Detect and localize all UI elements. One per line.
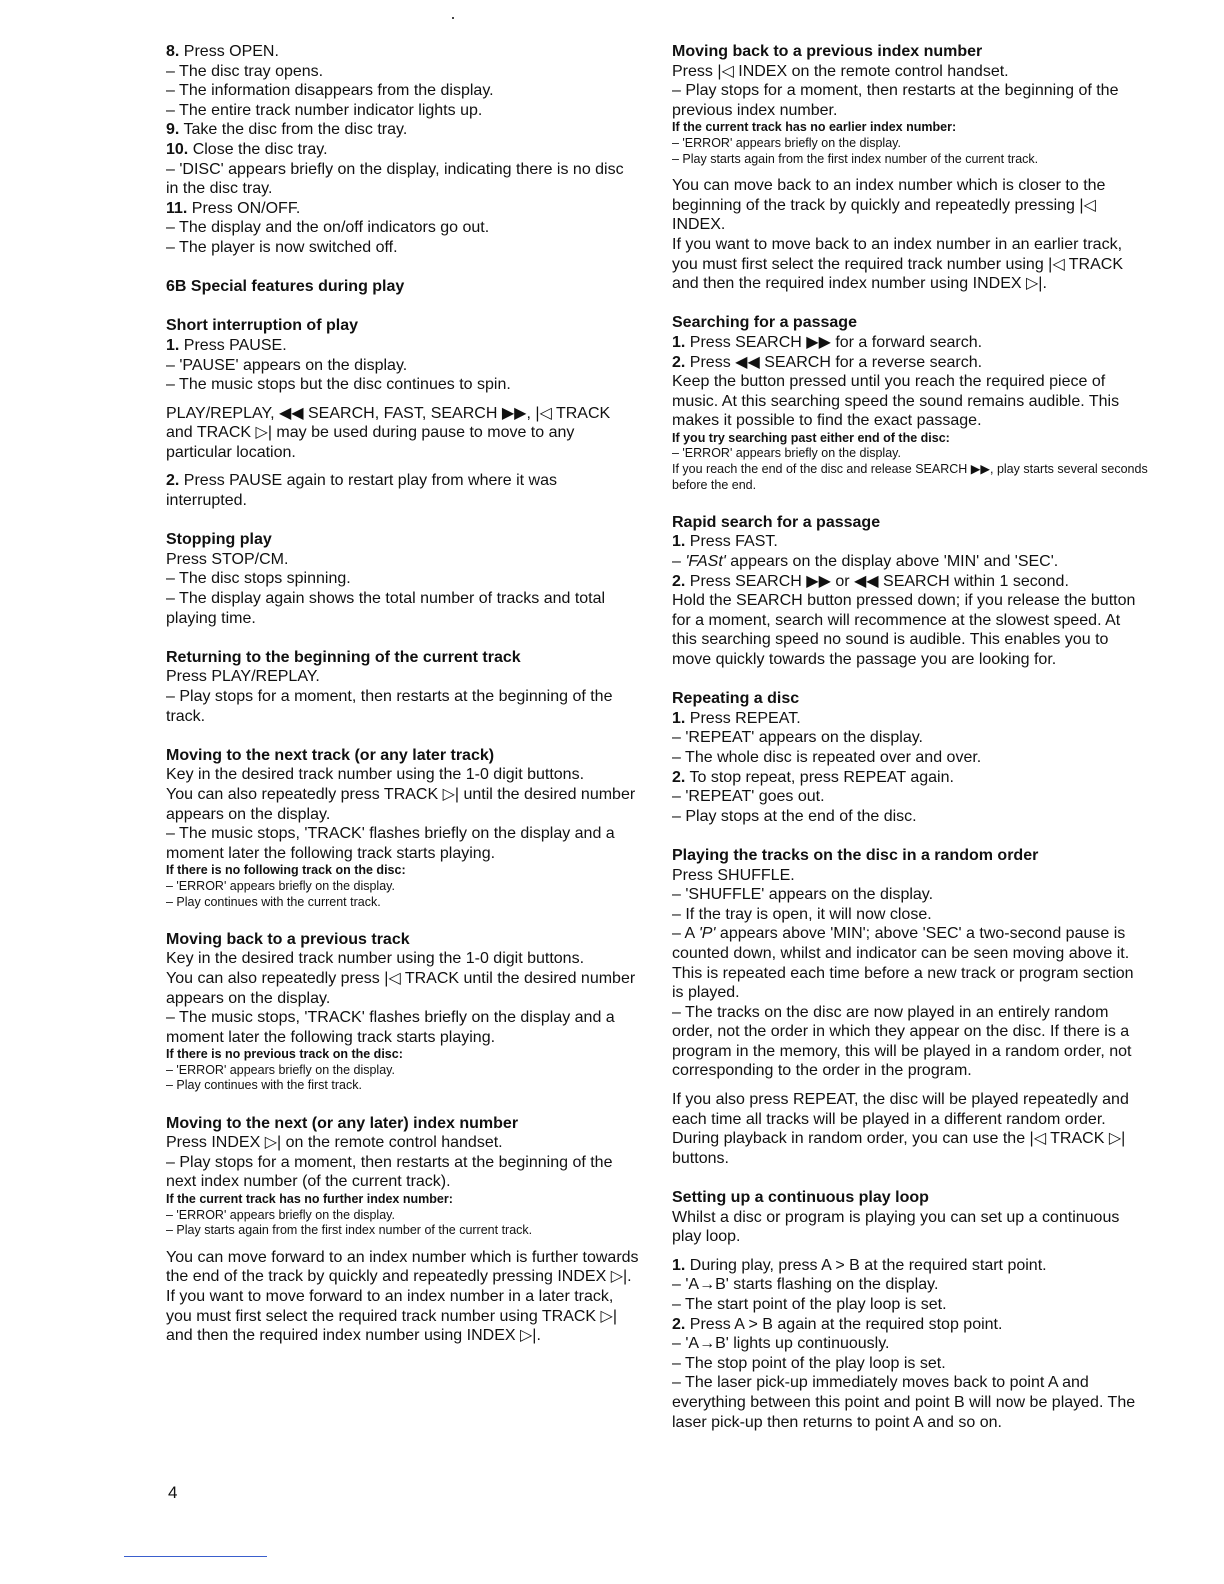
text: Key in the desired track number using the 1-0 digit buttons. bbox=[166, 766, 585, 784]
step-number: 11. bbox=[166, 199, 188, 217]
text: – The display and the on/off indicators go out. bbox=[166, 219, 490, 237]
text: Press SEARCH ▶▶ for a forward search. bbox=[685, 333, 983, 351]
text: Rapid search for a passage bbox=[672, 513, 881, 531]
text: Whilst a disc or program is playing you can set up a continuous play loop. bbox=[672, 1208, 1120, 1246]
text: – The disc tray opens. bbox=[166, 62, 324, 80]
text: – 'PAUSE' appears on the display. bbox=[166, 356, 408, 374]
text: If you also press REPEAT, the disc will be played repeatedly and each time all tracks will be played in a different random order. During playback in random order, you can use the |◁ TRACK ▷| buttons. bbox=[672, 1091, 1129, 1167]
text: Stopping play bbox=[166, 531, 272, 549]
text: – The information disappears from the display. bbox=[166, 82, 494, 100]
note-text bbox=[672, 152, 1148, 168]
step-number: 2. bbox=[166, 472, 180, 490]
bottom-rule bbox=[124, 1556, 267, 1557]
text: – The disc stops spinning. bbox=[166, 570, 351, 588]
section-heading bbox=[672, 1188, 1148, 1208]
text: If the current track has no further index number: bbox=[166, 1192, 453, 1207]
text: – The music stops, 'TRACK' flashes briefly on the display and a moment later the following track starts playing. bbox=[166, 825, 615, 862]
step-number: 2. bbox=[672, 1315, 686, 1333]
text: – The music stops, 'TRACK' flashes briefly on the display and a moment later the following track starts playing. bbox=[166, 1009, 615, 1046]
spacer bbox=[672, 167, 1148, 176]
text: If you reach the end of the disc and release SEARCH ▶▶, play starts several seconds before the end. bbox=[672, 462, 1148, 492]
body-text bbox=[672, 353, 1148, 373]
body-text bbox=[672, 1256, 1148, 1276]
display-indicator: 'P' bbox=[698, 925, 716, 943]
note-text bbox=[166, 1208, 640, 1224]
body-text bbox=[672, 572, 1148, 592]
right-column bbox=[672, 42, 1148, 1432]
text: – The start point of the play loop is set. bbox=[672, 1296, 947, 1313]
text-prefix: – A bbox=[672, 925, 699, 943]
note-heading bbox=[166, 863, 640, 879]
body-text bbox=[166, 81, 640, 101]
text: – Play stops for a moment, then restarts at the beginning of the next index number (of the current track). bbox=[166, 1153, 613, 1191]
spacer bbox=[672, 1168, 1148, 1188]
section-heading bbox=[166, 1114, 640, 1134]
body-text bbox=[672, 372, 1148, 431]
step-number: 2. bbox=[672, 353, 686, 371]
spacer bbox=[166, 726, 640, 746]
text: PLAY/REPLAY, ◀◀ SEARCH, FAST, SEARCH ▶▶, |◁ TRACK and TRACK ▷| may be used during pause to move to any particular location. bbox=[166, 404, 611, 461]
text: Press FAST. bbox=[685, 533, 778, 551]
note-text bbox=[166, 1078, 640, 1094]
step-number: 9. bbox=[166, 121, 180, 139]
body-text bbox=[166, 404, 640, 463]
text: – 'ERROR' appears briefly on the display. bbox=[166, 1062, 395, 1077]
body-text bbox=[672, 924, 1148, 1002]
text: Press A > B again at the required stop point. bbox=[685, 1315, 1003, 1333]
text: Key in the desired track number using the 1-0 digit buttons. bbox=[166, 950, 585, 968]
text: Press ◀◀ SEARCH for a reverse search. bbox=[685, 353, 983, 371]
body-text bbox=[672, 787, 1148, 807]
text: Press ON/OFF. bbox=[187, 199, 301, 217]
section-heading bbox=[166, 930, 640, 950]
body-text bbox=[672, 905, 1148, 925]
spacer bbox=[672, 1081, 1148, 1090]
body-text bbox=[672, 1003, 1148, 1081]
body-text bbox=[166, 375, 640, 395]
body-text bbox=[672, 807, 1148, 827]
body-text bbox=[166, 62, 640, 82]
spacer bbox=[166, 1239, 640, 1248]
step-number: 2. bbox=[672, 572, 686, 590]
text: – The display again shows the total number of tracks and total playing time. bbox=[166, 590, 606, 627]
text: appears above 'MIN'; above 'SEC' a two-second pause is counted down, whilst and indicator can be seen moving above it. This is repeated each time before a new track or program section is played. bbox=[672, 925, 1134, 1002]
text: – The tracks on the disc are now played in an entirely random order, not the order in which they appear on the disc. If there is a program in the memory, this will be played in a random order, not corresponding to the order in the program. bbox=[672, 1003, 1132, 1080]
note-heading bbox=[166, 1192, 640, 1208]
body-text bbox=[672, 235, 1148, 294]
body-text bbox=[672, 748, 1148, 768]
text: – 'SHUFFLE' appears on the display. bbox=[672, 886, 934, 904]
body-text bbox=[166, 101, 640, 121]
spacer bbox=[166, 462, 640, 471]
note-text bbox=[166, 879, 640, 895]
scan-speck bbox=[452, 17, 454, 19]
text: appears on the display above 'MIN' and 'SEC'. bbox=[725, 553, 1059, 571]
text: – The stop point of the play loop is set. bbox=[672, 1354, 946, 1372]
section-heading bbox=[672, 846, 1148, 866]
section-heading bbox=[672, 513, 1148, 533]
body-text bbox=[166, 1008, 640, 1047]
section-heading bbox=[672, 42, 1148, 62]
text: Setting up a continuous play loop bbox=[672, 1189, 929, 1207]
body-text bbox=[166, 785, 640, 824]
body-text bbox=[166, 1133, 640, 1153]
text: If you want to move back to an index number in an earlier track, you must first select the required track number using |◁ TRACK and then the required index number using INDEX ▷|. bbox=[672, 235, 1124, 293]
spacer bbox=[672, 294, 1148, 314]
text: Press OPEN. bbox=[179, 43, 279, 60]
display-indicator: 'FASt' bbox=[685, 553, 726, 571]
body-text bbox=[166, 160, 640, 199]
text: If there is no following track on the disc: bbox=[166, 863, 406, 878]
text: – The laser pick-up immediately moves back to point A and everything between this point and point B will now be played. The laser pick-up then returns to point A and so on. bbox=[672, 1374, 1136, 1431]
text: – 'A→B' lights up continuously. bbox=[672, 1335, 890, 1353]
body-text bbox=[672, 1295, 1148, 1315]
text: Press REPEAT. bbox=[685, 709, 801, 727]
text: You can also repeatedly press TRACK ▷| until the desired number appears on the display. bbox=[166, 785, 636, 823]
body-text bbox=[672, 728, 1148, 748]
text: – The music stops but the disc continues to spin. bbox=[166, 376, 511, 394]
text: You can move forward to an index number which is further towards the end of the track by quickly and repeatedly pressing INDEX ▷|. bbox=[166, 1248, 639, 1286]
text: – Play stops for a moment, then restarts at the beginning of the previous index number. bbox=[672, 82, 1119, 119]
note-text bbox=[166, 895, 640, 911]
body-text bbox=[672, 62, 1148, 82]
body-text bbox=[672, 1090, 1148, 1168]
body-text bbox=[672, 333, 1148, 353]
section-heading bbox=[166, 530, 640, 550]
step-number: 10. bbox=[166, 140, 189, 158]
spacer bbox=[166, 297, 640, 317]
section-heading bbox=[166, 277, 640, 297]
text: You can move back to an index number which is closer to the beginning of the track by quickly and repeatedly pressing |◁ INDEX. bbox=[672, 177, 1106, 234]
note-text bbox=[672, 462, 1148, 493]
body-text bbox=[166, 238, 640, 258]
body-text bbox=[672, 552, 1148, 572]
text: Press INDEX ▷| on the remote control handset. bbox=[166, 1134, 503, 1152]
text: During play, press A > B at the required start point. bbox=[685, 1256, 1047, 1274]
text: – 'REPEAT' goes out. bbox=[672, 788, 825, 806]
text: – Play starts again from the first index number of the current track. bbox=[166, 1223, 533, 1238]
body-text bbox=[166, 336, 640, 356]
step-number: 2. bbox=[672, 768, 686, 786]
body-text bbox=[166, 199, 640, 219]
note-heading bbox=[672, 120, 1148, 136]
body-text bbox=[166, 949, 640, 969]
spacer bbox=[166, 395, 640, 404]
text: Press PAUSE. bbox=[179, 336, 287, 354]
body-text bbox=[166, 569, 640, 589]
text-prefix: – bbox=[672, 553, 686, 571]
body-text bbox=[166, 471, 640, 510]
text: – Play continues with the first track. bbox=[166, 1078, 362, 1093]
text: Press SHUFFLE. bbox=[672, 866, 795, 884]
text: Moving to the next track (or any later track) bbox=[166, 746, 495, 764]
body-text bbox=[672, 1208, 1148, 1247]
text: 6B Special features during play bbox=[166, 278, 405, 296]
text: – 'ERROR' appears briefly on the display. bbox=[166, 1207, 395, 1222]
body-text bbox=[166, 667, 640, 687]
spacer bbox=[672, 826, 1148, 846]
text: Press STOP/CM. bbox=[166, 550, 289, 568]
body-text bbox=[166, 218, 640, 238]
text: If you want to move forward to an index number in a later track, you must first select the required track number using TRACK ▷| and then the required index number using INDEX ▷|. bbox=[166, 1288, 618, 1345]
text: – Play continues with the current track. bbox=[166, 894, 381, 909]
text: Press PLAY/REPLAY. bbox=[166, 668, 320, 686]
note-text bbox=[166, 1223, 640, 1239]
note-heading bbox=[166, 1047, 640, 1063]
text: – 'ERROR' appears briefly on the display. bbox=[166, 878, 395, 893]
step-number: 1. bbox=[166, 336, 180, 354]
body-text bbox=[166, 969, 640, 1008]
body-text bbox=[672, 866, 1148, 886]
body-text bbox=[166, 1287, 640, 1346]
text: Moving to the next (or any later) index number bbox=[166, 1114, 519, 1132]
text: – Play stops for a moment, then restarts at the beginning of the track. bbox=[166, 688, 613, 725]
body-text bbox=[672, 176, 1148, 235]
text: If the current track has no earlier index number: bbox=[672, 120, 957, 135]
body-text bbox=[672, 81, 1148, 120]
text: Press SEARCH ▶▶ or ◀◀ SEARCH within 1 second. bbox=[685, 572, 1069, 590]
step-number: 8. bbox=[166, 43, 180, 60]
body-text bbox=[672, 709, 1148, 729]
text: – If the tray is open, it will now close. bbox=[672, 905, 932, 923]
text: Returning to the beginning of the current track bbox=[166, 648, 521, 666]
text: If you try searching past either end of the disc: bbox=[672, 430, 950, 445]
spacer bbox=[166, 910, 640, 930]
text: You can also repeatedly press |◁ TRACK until the desired number appears on the display. bbox=[166, 969, 636, 1007]
body-text bbox=[672, 532, 1148, 552]
section-heading bbox=[672, 313, 1148, 333]
body-text bbox=[672, 1354, 1148, 1374]
text: – 'ERROR' appears briefly on the display. bbox=[672, 446, 901, 461]
text: Searching for a passage bbox=[672, 314, 857, 332]
spacer bbox=[166, 628, 640, 648]
body-text bbox=[672, 1315, 1148, 1335]
body-text bbox=[166, 42, 640, 62]
body-text bbox=[166, 687, 640, 726]
text: – Play stops at the end of the disc. bbox=[672, 807, 917, 825]
text: Hold the SEARCH button pressed down; if you release the button for a moment, search will recommence at the slowest speed. At this searching speed no sound is audible. This enables you to move quickly towards the passage you are looking for. bbox=[672, 592, 1136, 668]
text: Close the disc tray. bbox=[188, 140, 328, 158]
text: Playing the tracks on the disc in a random order bbox=[672, 846, 1039, 864]
body-text bbox=[672, 1334, 1148, 1354]
text: Short interruption of play bbox=[166, 317, 358, 335]
body-text bbox=[672, 885, 1148, 905]
body-text bbox=[166, 120, 640, 140]
text: – 'ERROR' appears briefly on the display. bbox=[672, 135, 901, 150]
body-text bbox=[672, 1373, 1148, 1432]
body-text bbox=[672, 1275, 1148, 1295]
spacer bbox=[672, 1247, 1148, 1256]
step-number: 1. bbox=[672, 533, 686, 551]
note-heading bbox=[672, 431, 1148, 447]
body-text bbox=[166, 356, 640, 376]
spacer bbox=[166, 1094, 640, 1114]
text: – The whole disc is repeated over and over. bbox=[672, 748, 982, 766]
page-number: 4 bbox=[168, 1483, 178, 1502]
section-heading bbox=[166, 316, 640, 336]
body-text bbox=[166, 1153, 640, 1192]
body-text bbox=[166, 589, 640, 628]
text: To stop repeat, press REPEAT again. bbox=[685, 768, 954, 786]
spacer bbox=[166, 258, 640, 278]
step-number: 1. bbox=[672, 333, 686, 351]
text: – 'DISC' appears briefly on the display, indicating there is no disc in the disc tray. bbox=[166, 160, 624, 198]
body-text bbox=[166, 140, 640, 160]
section-heading bbox=[672, 689, 1148, 709]
body-text bbox=[672, 591, 1148, 669]
spacer bbox=[672, 670, 1148, 690]
section-heading bbox=[166, 648, 640, 668]
body-text bbox=[166, 765, 640, 785]
text: If there is no previous track on the disc: bbox=[166, 1047, 403, 1062]
step-number: 1. bbox=[672, 709, 686, 727]
text: – 'REPEAT' appears on the display. bbox=[672, 729, 923, 747]
text: Press PAUSE again to restart play from where it was interrupted. bbox=[166, 472, 557, 510]
note-text bbox=[672, 446, 1148, 462]
body-text bbox=[166, 1248, 640, 1287]
body-text bbox=[166, 550, 640, 570]
note-text bbox=[166, 1063, 640, 1079]
step-number: 1. bbox=[672, 1256, 686, 1274]
note-text bbox=[672, 136, 1148, 152]
text: Take the disc from the disc tray. bbox=[179, 121, 408, 139]
text: Moving back to a previous index number bbox=[672, 43, 983, 60]
text: Moving back to a previous track bbox=[166, 930, 410, 948]
text: – The player is now switched off. bbox=[166, 238, 398, 256]
text: – The entire track number indicator lights up. bbox=[166, 101, 483, 119]
body-text bbox=[166, 824, 640, 863]
text: Keep the button pressed until you reach the required piece of music. At this searching speed the sound remains audible. This makes it possible to find the exact passage. bbox=[672, 373, 1120, 430]
left-column bbox=[166, 42, 640, 1346]
text: Repeating a disc bbox=[672, 690, 800, 708]
spacer bbox=[166, 511, 640, 531]
text: Press |◁ INDEX on the remote control handset. bbox=[672, 62, 1009, 80]
text: – Play starts again from the first index number of the current track. bbox=[672, 151, 1039, 166]
body-text bbox=[672, 768, 1148, 788]
text: – 'A→B' starts flashing on the display. bbox=[672, 1276, 939, 1294]
section-heading bbox=[166, 746, 640, 766]
spacer bbox=[672, 493, 1148, 513]
